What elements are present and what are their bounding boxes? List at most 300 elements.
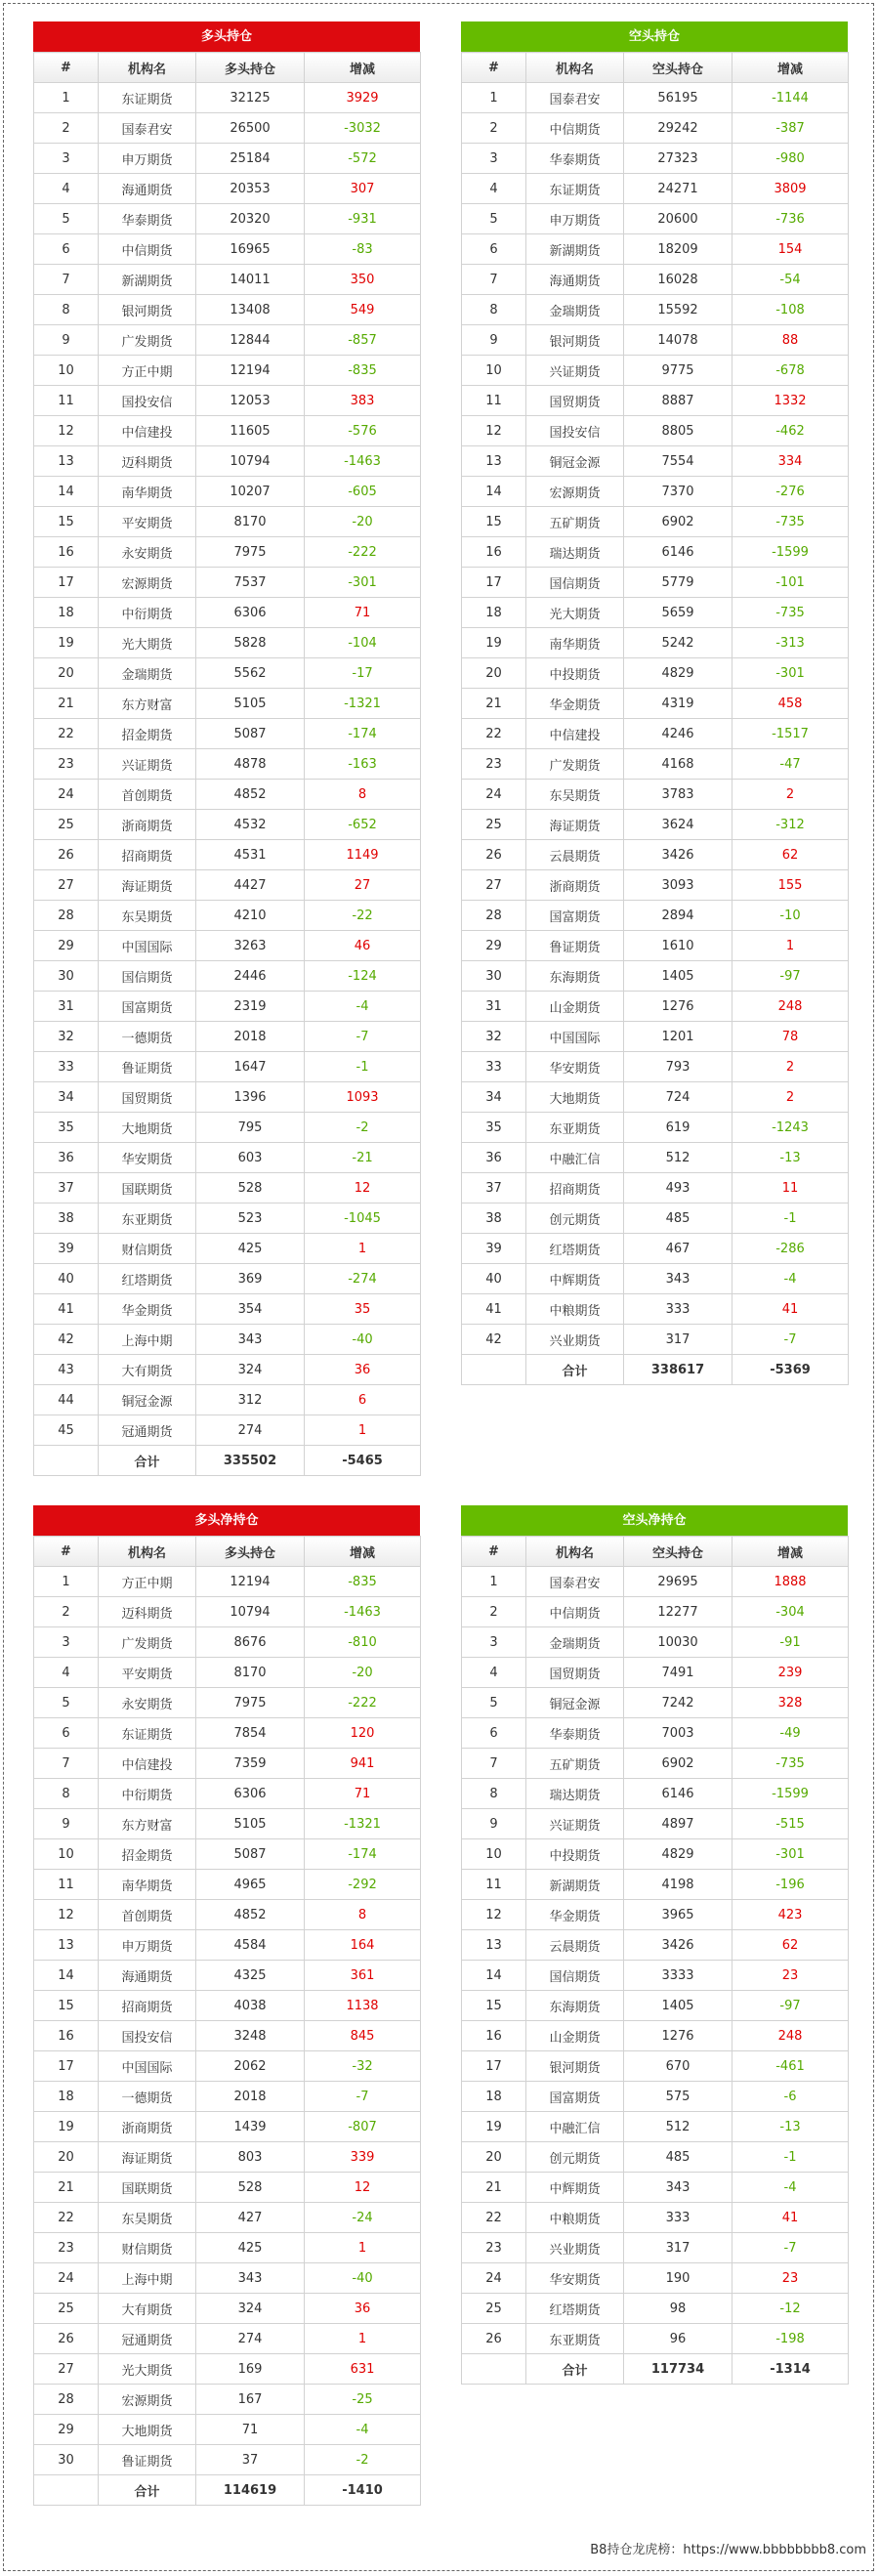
position-value-cell: 7975: [196, 1688, 305, 1718]
institution-name-cell: 国泰君安: [99, 113, 196, 144]
table-row: [34, 2051, 421, 2082]
institution-name-cell: 广发期货: [99, 325, 196, 356]
table-row: [34, 1597, 421, 1627]
change-cell: 458: [732, 689, 849, 719]
position-value-cell: 14011: [196, 265, 305, 295]
position-value-cell: 6902: [624, 507, 732, 537]
rank-cell: 12: [34, 416, 99, 446]
position-value-cell: 493: [624, 1173, 732, 1204]
institution-name-cell: 华泰期货: [99, 204, 196, 234]
rank-cell: 6: [462, 234, 526, 265]
change-cell: -22: [305, 901, 421, 931]
rank-cell: 13: [462, 1930, 526, 1961]
table-row: [462, 2233, 849, 2263]
position-value-cell: 575: [624, 2082, 732, 2112]
institution-name-cell: 兴证期货: [99, 749, 196, 780]
rank-cell: 20: [462, 2142, 526, 2173]
rank-cell: 7: [462, 265, 526, 295]
position-value-cell: 425: [196, 1234, 305, 1264]
institution-name-cell: 上海中期: [99, 1325, 196, 1355]
change-cell: 12: [305, 1173, 421, 1204]
change-cell: -40: [305, 2263, 421, 2294]
change-cell: 35: [305, 1294, 421, 1325]
change-cell: -835: [305, 1567, 421, 1597]
institution-name-cell: 海通期货: [99, 174, 196, 204]
institution-name-cell: 海通期货: [526, 265, 624, 295]
position-value-cell: 1647: [196, 1052, 305, 1082]
position-value-cell: 4531: [196, 840, 305, 870]
position-value-cell: 7370: [624, 477, 732, 507]
position-value-cell: 37: [196, 2445, 305, 2475]
table-row: [462, 628, 849, 658]
position-value-cell: 4829: [624, 658, 732, 689]
institution-name-cell: 国富期货: [526, 901, 624, 931]
rank-cell: 40: [462, 1264, 526, 1294]
change-cell: -10: [732, 901, 849, 931]
table-row: [462, 1658, 849, 1688]
table-row: [462, 719, 849, 749]
change-cell: -1463: [305, 446, 421, 477]
change-cell: -7: [732, 2233, 849, 2263]
table-row: [34, 2415, 421, 2445]
position-value-cell: 343: [196, 1325, 305, 1355]
position-value-cell: 603: [196, 1143, 305, 1173]
total-change: -1314: [732, 2354, 849, 2385]
position-value-cell: 803: [196, 2142, 305, 2173]
change-cell: 3809: [732, 174, 849, 204]
rank-cell: 13: [34, 446, 99, 477]
position-value-cell: 3624: [624, 810, 732, 840]
table-row: [34, 2294, 421, 2324]
institution-name-cell: 国贸期货: [526, 386, 624, 416]
change-cell: -4: [305, 2415, 421, 2445]
institution-name-cell: 铜冠金源: [526, 446, 624, 477]
rank-cell: 28: [462, 901, 526, 931]
change-cell: 350: [305, 265, 421, 295]
change-cell: 3929: [305, 83, 421, 113]
rank-cell: 14: [34, 1961, 99, 1991]
table-row: [462, 416, 849, 446]
rank-cell: 16: [34, 2021, 99, 2051]
rank-cell: 8: [462, 295, 526, 325]
change-cell: -515: [732, 1809, 849, 1839]
panel-title: 多头净持仓: [33, 1505, 420, 1536]
position-value-cell: 3263: [196, 931, 305, 961]
institution-name-cell: 山金期货: [526, 2021, 624, 2051]
change-cell: 27: [305, 870, 421, 901]
institution-name-cell: 兴证期货: [526, 1809, 624, 1839]
table-row: [34, 2354, 421, 2385]
table-row: [462, 931, 849, 961]
institution-name-cell: 大地期货: [526, 1082, 624, 1113]
long-positions-panel: [33, 21, 420, 1476]
rank-cell: 4: [462, 1658, 526, 1688]
position-value-cell: 369: [196, 1264, 305, 1294]
rank-cell: 29: [462, 931, 526, 961]
position-value-cell: 13408: [196, 295, 305, 325]
change-cell: -20: [305, 1658, 421, 1688]
rank-cell: 6: [462, 1718, 526, 1749]
change-cell: 62: [732, 1930, 849, 1961]
position-value-cell: 6306: [196, 1779, 305, 1809]
position-value-cell: 4852: [196, 780, 305, 810]
rank-cell: 33: [34, 1052, 99, 1082]
table-row: [462, 477, 849, 507]
institution-name-cell: 中信建投: [99, 1749, 196, 1779]
change-cell: 62: [732, 840, 849, 870]
institution-name-cell: 中衍期货: [99, 598, 196, 628]
change-cell: -32: [305, 2051, 421, 2082]
institution-name-cell: 平安期货: [99, 1658, 196, 1688]
change-cell: 71: [305, 598, 421, 628]
change-cell: -7: [305, 1022, 421, 1052]
position-value-cell: 670: [624, 2051, 732, 2082]
position-value-cell: 343: [196, 2263, 305, 2294]
institution-name-cell: 中辉期货: [526, 2173, 624, 2203]
institution-name-cell: 宏源期货: [526, 477, 624, 507]
institution-name-cell: 平安期货: [99, 507, 196, 537]
change-cell: -7: [305, 2082, 421, 2112]
change-cell: 36: [305, 2294, 421, 2324]
institution-name-cell: 华金期货: [526, 1900, 624, 1930]
rank-cell: 6: [34, 234, 99, 265]
total-empty-cell: [462, 2354, 526, 2385]
rank-cell: 21: [462, 689, 526, 719]
position-value-cell: 6146: [624, 1779, 732, 1809]
column-header: 增减: [732, 53, 849, 83]
position-value-cell: 274: [196, 1415, 305, 1446]
institution-name-cell: 宏源期货: [99, 2385, 196, 2415]
position-value-cell: 20600: [624, 204, 732, 234]
rank-cell: 21: [34, 2173, 99, 2203]
table-row: [34, 2173, 421, 2203]
change-cell: -104: [305, 628, 421, 658]
table-row: [462, 356, 849, 386]
institution-name-cell: 五矿期货: [526, 507, 624, 537]
position-value-cell: 14078: [624, 325, 732, 356]
change-cell: -387: [732, 113, 849, 144]
table-row: [462, 1900, 849, 1930]
net-long-positions-panel: [33, 1505, 420, 2506]
rank-cell: 42: [34, 1325, 99, 1355]
rank-cell: 8: [462, 1779, 526, 1809]
position-value-cell: 5087: [196, 1839, 305, 1870]
table-row: [34, 992, 421, 1022]
table-row: [462, 568, 849, 598]
table-row: [34, 1930, 421, 1961]
total-empty-cell: [34, 2475, 99, 2506]
change-cell: 1093: [305, 1082, 421, 1113]
table-row: [34, 113, 421, 144]
institution-name-cell: 财信期货: [99, 2233, 196, 2263]
table-row: [462, 507, 849, 537]
position-value-cell: 619: [624, 1113, 732, 1143]
institution-name-cell: 浙商期货: [526, 870, 624, 901]
position-value-cell: 485: [624, 2142, 732, 2173]
institution-name-cell: 国投安信: [526, 416, 624, 446]
institution-name-cell: 大有期货: [99, 1355, 196, 1385]
rank-cell: 26: [34, 840, 99, 870]
change-cell: -1144: [732, 83, 849, 113]
table-row: [462, 1234, 849, 1264]
rank-cell: 8: [34, 295, 99, 325]
rank-cell: 22: [34, 2203, 99, 2233]
institution-name-cell: 中融汇信: [526, 2112, 624, 2142]
total-row: [462, 2354, 849, 2385]
table-row: [462, 174, 849, 204]
position-value-cell: 7359: [196, 1749, 305, 1779]
institution-name-cell: 首创期货: [99, 1900, 196, 1930]
table-row: [462, 961, 849, 992]
institution-name-cell: 首创期货: [99, 780, 196, 810]
rank-cell: 14: [34, 477, 99, 507]
net-short-positions-panel: [461, 1505, 848, 2385]
table-row: [34, 1567, 421, 1597]
change-cell: 41: [732, 1294, 849, 1325]
position-value-cell: 8805: [624, 416, 732, 446]
table-row: [462, 992, 849, 1022]
footer-link[interactable]: B8持仓龙虎榜：https://www.bbbbbbbb8.com: [590, 2543, 866, 2557]
rank-cell: 13: [462, 446, 526, 477]
institution-name-cell: 财信期货: [99, 1234, 196, 1264]
change-cell: 46: [305, 931, 421, 961]
institution-name-cell: 招金期货: [99, 1839, 196, 1870]
table-row: [462, 1688, 849, 1718]
table-row: [34, 1204, 421, 1234]
rank-cell: 27: [34, 2354, 99, 2385]
change-cell: -174: [305, 719, 421, 749]
change-cell: -807: [305, 2112, 421, 2142]
position-value-cell: 528: [196, 2173, 305, 2203]
change-cell: -91: [732, 1627, 849, 1658]
table-row: [462, 1294, 849, 1325]
rank-cell: 9: [34, 1809, 99, 1839]
institution-name-cell: 东证期货: [526, 174, 624, 204]
rank-cell: 25: [462, 2294, 526, 2324]
rank-cell: 7: [34, 1749, 99, 1779]
table-row: [462, 1961, 849, 1991]
position-value-cell: 12844: [196, 325, 305, 356]
table-row: [34, 2233, 421, 2263]
rank-cell: 15: [34, 507, 99, 537]
institution-name-cell: 金瑞期货: [526, 295, 624, 325]
institution-name-cell: 银河期货: [526, 325, 624, 356]
rank-cell: 22: [462, 719, 526, 749]
position-value-cell: 523: [196, 1204, 305, 1234]
institution-name-cell: 鲁证期货: [526, 931, 624, 961]
rank-cell: 10: [462, 1839, 526, 1870]
table-row: [34, 83, 421, 113]
institution-name-cell: 国投安信: [99, 2021, 196, 2051]
table-row: [34, 658, 421, 689]
institution-name-cell: 中信期货: [526, 113, 624, 144]
table-row: [34, 1839, 421, 1870]
change-cell: -222: [305, 537, 421, 568]
column-header: 机构名: [526, 53, 624, 83]
institution-name-cell: 国贸期货: [99, 1082, 196, 1113]
rank-cell: 2: [462, 1597, 526, 1627]
rank-cell: 26: [462, 2324, 526, 2354]
total-empty-cell: [34, 1446, 99, 1476]
rank-cell: 4: [34, 1658, 99, 1688]
institution-name-cell: 海证期货: [99, 2142, 196, 2173]
position-value-cell: 56195: [624, 83, 732, 113]
change-cell: -301: [732, 1839, 849, 1870]
position-value-cell: 1405: [624, 1991, 732, 2021]
change-cell: 549: [305, 295, 421, 325]
column-header: 机构名: [526, 1537, 624, 1567]
rank-cell: 44: [34, 1385, 99, 1415]
position-value-cell: 11605: [196, 416, 305, 446]
rank-cell: 6: [34, 1718, 99, 1749]
position-value-cell: 6306: [196, 598, 305, 628]
position-value-cell: 4532: [196, 810, 305, 840]
position-value-cell: 793: [624, 1052, 732, 1082]
position-value-cell: 5242: [624, 628, 732, 658]
table-row: [34, 901, 421, 931]
rank-cell: 32: [462, 1022, 526, 1052]
change-cell: -12: [732, 2294, 849, 2324]
table-row: [34, 1415, 421, 1446]
table-row: [34, 1294, 421, 1325]
institution-name-cell: 东吴期货: [526, 780, 624, 810]
rank-cell: 27: [34, 870, 99, 901]
table-row: [34, 719, 421, 749]
rank-cell: 41: [34, 1294, 99, 1325]
rank-cell: 33: [462, 1052, 526, 1082]
table-header-row: [462, 1537, 849, 1567]
net-long-positions-table: [33, 1536, 421, 2506]
rank-cell: 26: [462, 840, 526, 870]
short-positions-panel: [461, 21, 848, 1385]
change-cell: -1243: [732, 1113, 849, 1143]
rank-cell: 19: [34, 628, 99, 658]
position-value-cell: 10030: [624, 1627, 732, 1658]
panel-title: 空头持仓: [461, 21, 848, 52]
position-value-cell: 20320: [196, 204, 305, 234]
rank-cell: 5: [462, 1688, 526, 1718]
change-cell: 334: [732, 446, 849, 477]
column-header: 增减: [305, 1537, 421, 1567]
change-cell: -1321: [305, 689, 421, 719]
table-row: [462, 1749, 849, 1779]
position-value-cell: 528: [196, 1173, 305, 1204]
position-value-cell: 4038: [196, 1991, 305, 2021]
rank-cell: 16: [462, 537, 526, 568]
position-value-cell: 10794: [196, 446, 305, 477]
institution-name-cell: 海通期货: [99, 1961, 196, 1991]
table-row: [462, 1567, 849, 1597]
institution-name-cell: 兴业期货: [526, 1325, 624, 1355]
institution-name-cell: 中投期货: [526, 658, 624, 689]
panel-title: 多头持仓: [33, 21, 420, 52]
change-cell: -174: [305, 1839, 421, 1870]
table-row: [462, 2051, 849, 2082]
position-value-cell: 4897: [624, 1809, 732, 1839]
rank-cell: 36: [34, 1143, 99, 1173]
position-value-cell: 12194: [196, 1567, 305, 1597]
table-row: [34, 1385, 421, 1415]
rank-cell: 29: [34, 2415, 99, 2445]
institution-name-cell: 国富期货: [99, 992, 196, 1022]
total-label: 合计: [526, 2354, 624, 2385]
position-value-cell: 3783: [624, 780, 732, 810]
institution-name-cell: 红塔期货: [526, 2294, 624, 2324]
table-row: [34, 144, 421, 174]
table-row: [34, 1627, 421, 1658]
rank-cell: 3: [34, 144, 99, 174]
institution-name-cell: 东吴期货: [99, 2203, 196, 2233]
rank-cell: 2: [34, 113, 99, 144]
total-change: -1410: [305, 2475, 421, 2506]
position-value-cell: 29242: [624, 113, 732, 144]
table-row: [34, 628, 421, 658]
institution-name-cell: 光大期货: [99, 628, 196, 658]
position-value-cell: 7975: [196, 537, 305, 568]
institution-name-cell: 国信期货: [526, 568, 624, 598]
institution-name-cell: 东海期货: [526, 961, 624, 992]
position-value-cell: 2319: [196, 992, 305, 1022]
rank-cell: 10: [34, 1839, 99, 1870]
change-cell: -301: [732, 658, 849, 689]
change-cell: 1332: [732, 386, 849, 416]
position-value-cell: 12053: [196, 386, 305, 416]
change-cell: -1: [732, 1204, 849, 1234]
change-cell: 36: [305, 1355, 421, 1385]
position-value-cell: 4878: [196, 749, 305, 780]
position-value-cell: 5779: [624, 568, 732, 598]
total-empty-cell: [462, 1355, 526, 1385]
position-value-cell: 2446: [196, 961, 305, 992]
change-cell: -313: [732, 628, 849, 658]
change-cell: -276: [732, 477, 849, 507]
change-cell: -810: [305, 1627, 421, 1658]
rank-cell: 25: [34, 2294, 99, 2324]
position-value-cell: 485: [624, 1204, 732, 1234]
rank-cell: 29: [34, 931, 99, 961]
table-row: [462, 901, 849, 931]
rank-cell: 1: [462, 83, 526, 113]
table-row: [34, 1264, 421, 1294]
change-cell: 154: [732, 234, 849, 265]
change-cell: 2: [732, 1052, 849, 1082]
table-row: [34, 961, 421, 992]
table-row: [34, 1900, 421, 1930]
institution-name-cell: 华安期货: [99, 1143, 196, 1173]
institution-name-cell: 华安期货: [526, 1052, 624, 1082]
rank-cell: 5: [34, 1688, 99, 1718]
rank-cell: 38: [34, 1204, 99, 1234]
change-cell: 845: [305, 2021, 421, 2051]
table-row: [34, 1809, 421, 1839]
institution-name-cell: 东亚期货: [526, 2324, 624, 2354]
change-cell: -21: [305, 1143, 421, 1173]
table-row: [34, 1779, 421, 1809]
position-value-cell: 324: [196, 1355, 305, 1385]
institution-name-cell: 云晨期货: [526, 1930, 624, 1961]
institution-name-cell: 中粮期货: [526, 2203, 624, 2233]
table-row: [34, 537, 421, 568]
table-row: [462, 1325, 849, 1355]
position-value-cell: 1439: [196, 2112, 305, 2142]
institution-name-cell: 一德期货: [99, 1022, 196, 1052]
rank-cell: 17: [462, 568, 526, 598]
institution-name-cell: 中信期货: [526, 1597, 624, 1627]
change-cell: -1463: [305, 1597, 421, 1627]
rank-cell: 12: [462, 416, 526, 446]
table-row: [34, 1658, 421, 1688]
table-row: [462, 325, 849, 356]
